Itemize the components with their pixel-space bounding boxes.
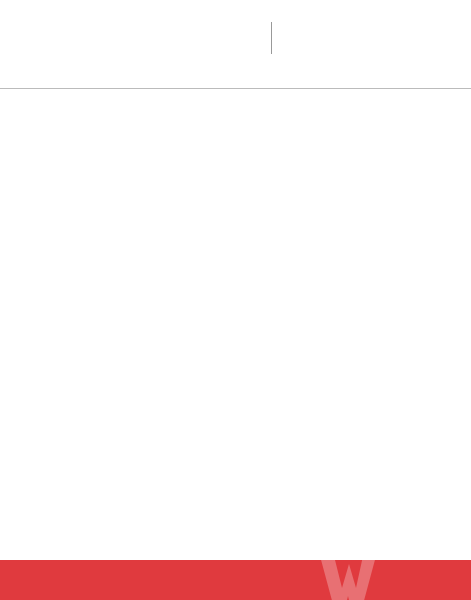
wolseley-w-mark — [318, 560, 378, 600]
page-footer — [0, 560, 471, 600]
page-header — [0, 18, 471, 58]
logo-divider — [271, 22, 272, 54]
title-divider — [0, 88, 471, 89]
